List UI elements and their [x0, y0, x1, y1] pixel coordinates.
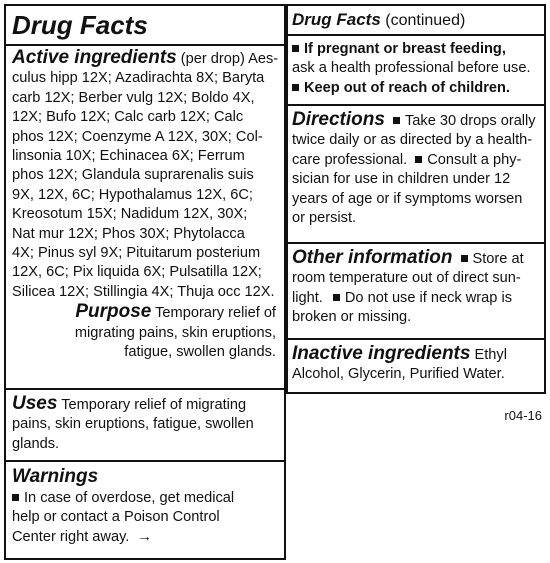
- directions-line-2: care professional.: [292, 151, 408, 168]
- purpose-line-0: Temporary relief of: [155, 305, 276, 322]
- directions-line-5: years of age or if symptoms worsen: [292, 190, 523, 207]
- warnings-heading: Warnings: [12, 466, 99, 487]
- active-line-7: 9X, 12X, 6C; Hypothalamus 12X, 6C;: [12, 186, 253, 203]
- directions-line-3: Consult a phy-: [427, 151, 522, 168]
- active-ingredients-section: [12, 48, 280, 363]
- right-title-suffix: (continued): [385, 12, 466, 29]
- continue-arrow-icon: →: [137, 528, 152, 545]
- warnings-divider: [6, 460, 284, 462]
- active-line-10: 4X; Pinus syl 9X; Pituitarum posterium: [12, 245, 261, 262]
- pregnancy-bold: If pregnant or breast feeding,: [304, 41, 506, 57]
- directions-line-1: twice daily or as directed by a health-: [292, 132, 533, 149]
- active-line-9: Nat mur 12X; Phos 30X; Phytolacca: [12, 225, 245, 242]
- warnings-line-1: help or contact a Poison Control: [12, 509, 220, 526]
- active-line-4: phos 12X; Coenzyme A 12X, 30X; Col-: [12, 128, 263, 145]
- inactive-heading: Inactive ingredients: [292, 343, 471, 364]
- bullet-square-icon: [292, 45, 299, 52]
- active-line-12: Silicea 12X; Stillingia 4X; Thuja occ 12X.: [12, 283, 275, 300]
- left-title-bar: [6, 6, 284, 46]
- active-line-3: 12X; Bufo 12X; Calc carb 12X; Calc: [12, 109, 244, 126]
- bullet-square-icon: [292, 84, 299, 91]
- inactive-divider: [288, 338, 544, 340]
- bullet-square-icon: [461, 255, 468, 262]
- purpose-line-1: migrating pains, skin eruptions,: [74, 324, 276, 341]
- children-warning: Keep out of reach of children.: [304, 79, 510, 96]
- directions-line-0: Take 30 drops orally: [404, 113, 536, 129]
- uses-section: [12, 394, 280, 454]
- bullet-square-icon: [415, 156, 422, 163]
- right-title: Drug Facts: [292, 10, 381, 29]
- purpose-heading: Purpose: [75, 301, 152, 323]
- active-line-0: Aes-: [248, 51, 279, 67]
- purpose-line-2: fatigue, swollen glands.: [124, 344, 276, 361]
- active-line-6: phos 12X; Glandula suprarenalis suis: [12, 167, 254, 184]
- warnings-section: [12, 465, 280, 547]
- active-line-8: Kreosotum 15X; Nadidum 12X, 30X;: [12, 206, 248, 223]
- directions-line-4: sician for use in children under 12: [292, 171, 511, 188]
- version-code: r04-16: [504, 408, 542, 423]
- inactive-line-1: Alcohol, Glycerin, Purified Water.: [292, 366, 505, 383]
- active-line-2: carb 12X; Berber vulg 12X; Boldo 4X,: [12, 89, 255, 106]
- other-info-heading: Other information: [292, 247, 453, 268]
- active-line-11: 12X, 6C; Pix liquida 6X; Pulsatilla 12X;: [12, 264, 262, 281]
- other-info-section: [292, 248, 542, 328]
- bullet-square-icon: [333, 294, 340, 301]
- purpose-block: [12, 302, 280, 362]
- inactive-section: [292, 344, 542, 385]
- uses-line-2: glands.: [12, 435, 60, 452]
- other-info-line-2: light.: [292, 289, 323, 306]
- right-title-bar: [288, 6, 544, 36]
- uses-heading: Uses: [12, 393, 58, 414]
- active-ingredients-qualifier: (per drop): [180, 51, 245, 67]
- other-info-divider: [288, 242, 544, 244]
- bullet-square-icon: [12, 494, 19, 501]
- uses-line-0: Temporary relief of migrating: [61, 397, 247, 413]
- other-info-line-1: room temperature out of direct sun-: [292, 270, 521, 287]
- inactive-line-0: Ethyl: [474, 347, 507, 363]
- directions-heading: Directions: [292, 109, 385, 130]
- warnings-line-0: In case of overdose, get medical: [24, 490, 235, 506]
- directions-divider: [288, 104, 544, 106]
- pregnancy-rest: ask a health professional before use.: [292, 60, 531, 77]
- active-ingredients-heading: Active ingredients: [12, 47, 177, 68]
- bullet-square-icon: [393, 117, 400, 124]
- other-info-line-4: broken or missing.: [292, 309, 412, 326]
- directions-section: [292, 110, 542, 228]
- directions-line-6: or persist.: [292, 210, 357, 227]
- other-info-line-3: Do not use if neck wrap is: [344, 289, 512, 306]
- pregnancy-section: [292, 40, 542, 98]
- warnings-line-2: Center right away.: [12, 528, 130, 545]
- active-line-5: linsonia 10X; Echinacea 6X; Ferrum: [12, 148, 245, 165]
- left-title: Drug Facts: [12, 10, 148, 40]
- uses-line-1: pains, skin eruptions, fatigue, swollen: [12, 416, 254, 433]
- active-line-1: culus hipp 12X; Azadirachta 8X; Baryta: [12, 70, 265, 87]
- uses-divider: [6, 388, 284, 390]
- other-info-line-0: Store at: [472, 251, 524, 267]
